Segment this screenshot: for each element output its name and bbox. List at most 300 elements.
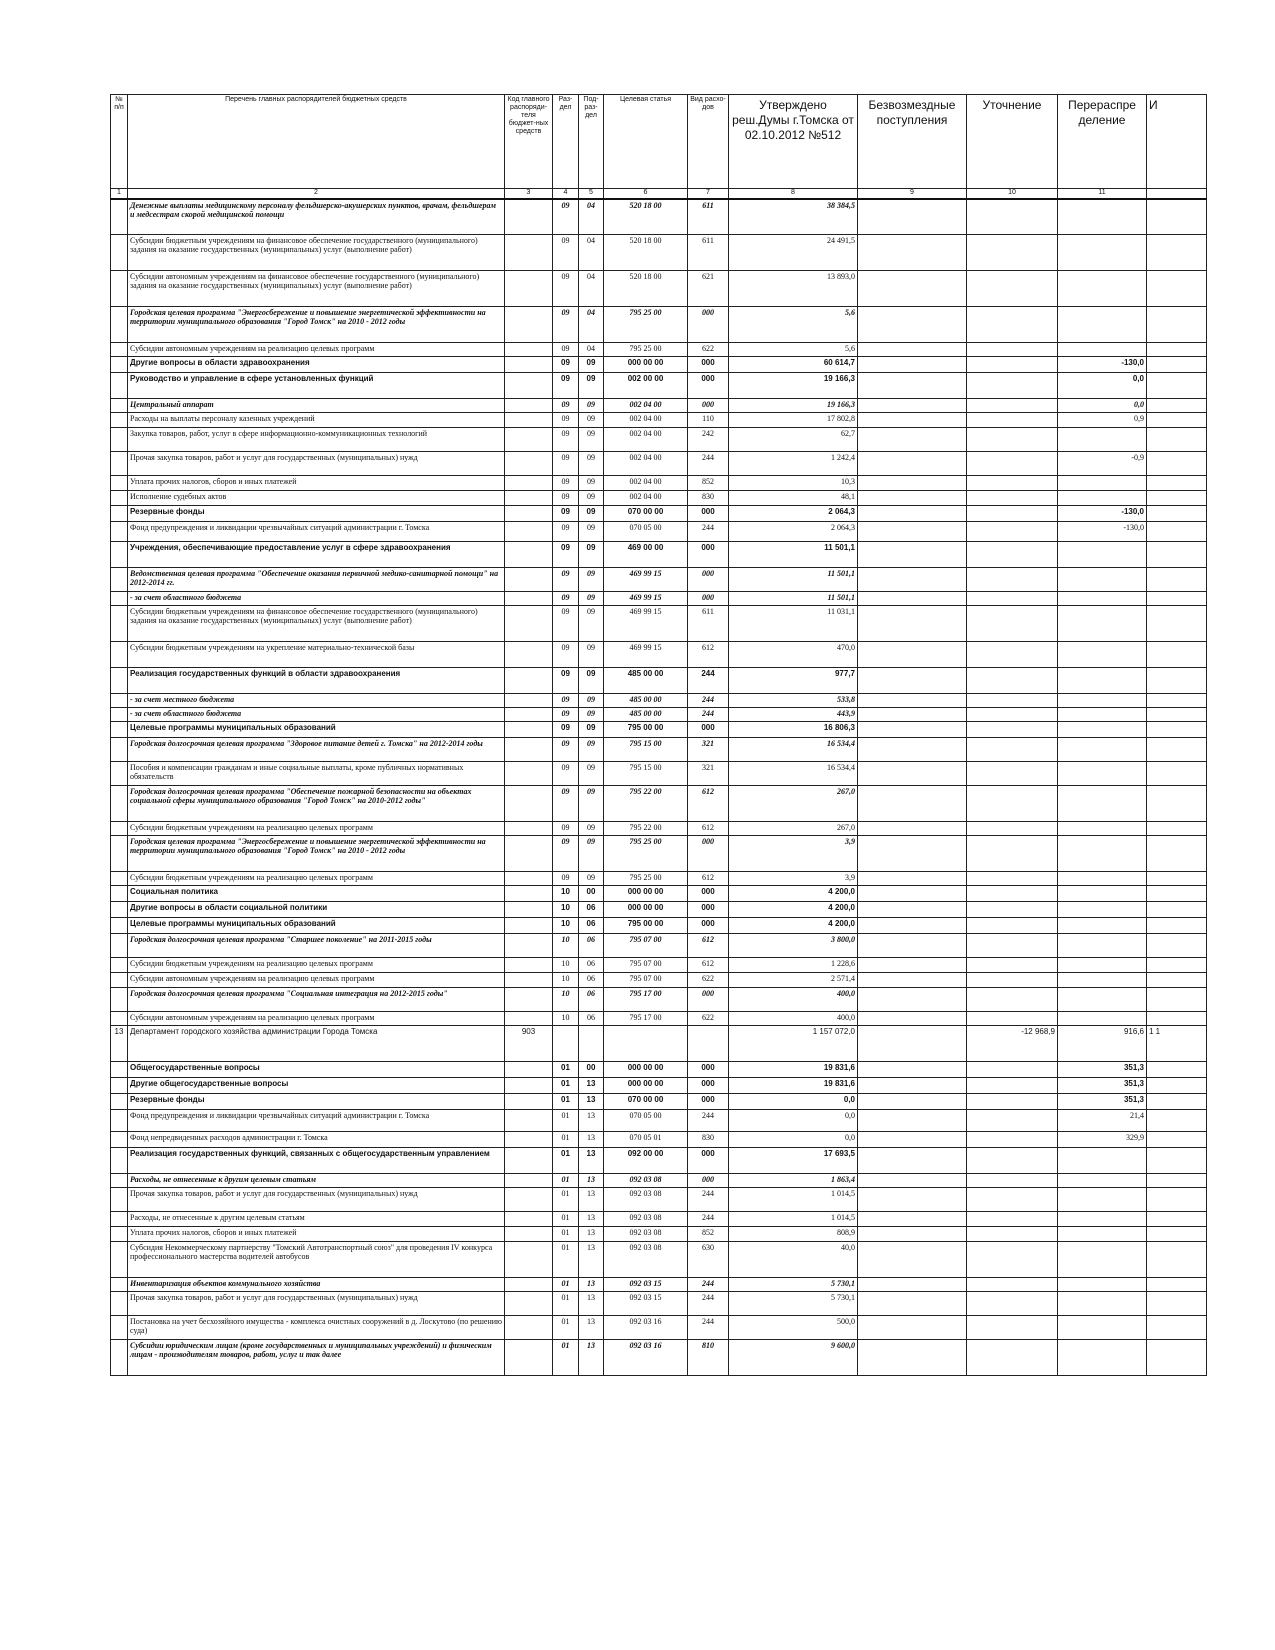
row-razdel: 01 xyxy=(553,1062,579,1078)
row-clarification xyxy=(967,428,1058,452)
row-target-article: 520 18 00 xyxy=(604,199,688,235)
row-name: Субсидии бюджетным учреждениям на финансовое обеспечение государственного (муниципального) задания на оказание государственных (муниципальных) услуг (выполнение работ) xyxy=(128,606,505,642)
row-total xyxy=(1147,836,1207,872)
row-razdel: 09 xyxy=(553,606,579,642)
row-approved: 2 064,3 xyxy=(729,506,858,522)
table-row xyxy=(111,1242,1207,1278)
row-free-receipts xyxy=(858,1026,967,1062)
row-approved: 400,0 xyxy=(729,988,858,1012)
row-razdel: 09 xyxy=(553,428,579,452)
row-razdel: 09 xyxy=(553,722,579,738)
row-number xyxy=(111,399,128,413)
row-total xyxy=(1147,343,1207,357)
table-row xyxy=(111,413,1207,428)
row-free-receipts xyxy=(858,199,967,235)
table-row xyxy=(111,542,1207,568)
row-name: Уплата прочих налогов, сборов и иных платежей xyxy=(128,1227,505,1242)
row-razdel: 09 xyxy=(553,642,579,668)
table-row xyxy=(111,1316,1207,1340)
row-code xyxy=(505,886,553,902)
row-name: Городская целевая программа "Энергосбережение и повышение энергетической эффективности на территории муниципального образования "Город Томск" на 2010 - 2012 годы xyxy=(128,836,505,872)
row-razdel: 10 xyxy=(553,918,579,934)
row-clarification xyxy=(967,822,1058,836)
row-expense-type: 611 xyxy=(688,199,729,235)
row-razdel: 01 xyxy=(553,1340,579,1376)
row-approved: 17 693,5 xyxy=(729,1148,858,1174)
row-number xyxy=(111,343,128,357)
row-approved: 19 831,6 xyxy=(729,1078,858,1094)
row-number xyxy=(111,568,128,592)
row-podrazdel: 13 xyxy=(579,1212,604,1227)
row-approved: 11 501,1 xyxy=(729,592,858,606)
table-row xyxy=(111,199,1207,235)
row-expense-type: 244 xyxy=(688,708,729,722)
row-razdel: 09 xyxy=(553,235,579,271)
row-code xyxy=(505,491,553,506)
row-code xyxy=(505,506,553,522)
row-target-article: 469 99 15 xyxy=(604,568,688,592)
row-approved: 19 166,3 xyxy=(729,373,858,399)
row-razdel: 01 xyxy=(553,1316,579,1340)
table-row xyxy=(111,452,1207,476)
row-podrazdel: 09 xyxy=(579,822,604,836)
row-podrazdel: 09 xyxy=(579,476,604,491)
row-code xyxy=(505,568,553,592)
row-podrazdel: 09 xyxy=(579,399,604,413)
row-expense-type: 244 xyxy=(688,1110,729,1132)
row-razdel: 10 xyxy=(553,934,579,958)
row-free-receipts xyxy=(858,1316,967,1340)
row-target-article: 092 03 15 xyxy=(604,1292,688,1316)
row-expense-type: 000 xyxy=(688,542,729,568)
row-redistribution: 0,0 xyxy=(1058,373,1147,399)
row-expense-type: 852 xyxy=(688,476,729,491)
row-total xyxy=(1147,592,1207,606)
header-name: Перечень главных распорядителей бюджетных средств xyxy=(128,95,505,189)
row-redistribution: -130,0 xyxy=(1058,357,1147,373)
row-razdel: 09 xyxy=(553,836,579,872)
row-number xyxy=(111,934,128,958)
row-redistribution xyxy=(1058,668,1147,694)
row-redistribution xyxy=(1058,738,1147,762)
row-expense-type: 244 xyxy=(688,1212,729,1227)
row-approved: 4 200,0 xyxy=(729,886,858,902)
row-name: Уплата прочих налогов, сборов и иных платежей xyxy=(128,476,505,491)
row-redistribution xyxy=(1058,708,1147,722)
row-target-article: 092 03 08 xyxy=(604,1242,688,1278)
row-razdel: 09 xyxy=(553,373,579,399)
row-name: Реализация государственных функций, связанных с общегосударственным управлением xyxy=(128,1148,505,1174)
row-number xyxy=(111,1132,128,1148)
row-total xyxy=(1147,886,1207,902)
row-clarification xyxy=(967,606,1058,642)
row-total xyxy=(1147,1078,1207,1094)
row-total xyxy=(1147,988,1207,1012)
row-target-article: 795 25 00 xyxy=(604,872,688,886)
table-row xyxy=(111,668,1207,694)
row-redistribution xyxy=(1058,1012,1147,1026)
row-redistribution: 351,3 xyxy=(1058,1062,1147,1078)
row-name: Пособия и компенсации гражданам и иные социальные выплаты, кроме публичных нормативных обязательств xyxy=(128,762,505,786)
row-code xyxy=(505,1242,553,1278)
row-expense-type: 244 xyxy=(688,1278,729,1292)
row-podrazdel: 13 xyxy=(579,1188,604,1212)
row-total xyxy=(1147,918,1207,934)
row-approved: 16 534,4 xyxy=(729,762,858,786)
row-total xyxy=(1147,428,1207,452)
row-redistribution xyxy=(1058,606,1147,642)
row-target-article: 795 22 00 xyxy=(604,822,688,836)
row-number xyxy=(111,762,128,786)
row-number xyxy=(111,413,128,428)
row-total xyxy=(1147,1227,1207,1242)
row-podrazdel: 13 xyxy=(579,1094,604,1110)
table-row xyxy=(111,1078,1207,1094)
row-free-receipts xyxy=(858,1227,967,1242)
row-podrazdel: 06 xyxy=(579,988,604,1012)
row-code xyxy=(505,1212,553,1227)
row-target-article: 002 04 00 xyxy=(604,413,688,428)
row-free-receipts xyxy=(858,1278,967,1292)
row-name: Фонд предупреждения и ликвидации чрезвычайных ситуаций администрации г. Томска xyxy=(128,1110,505,1132)
table-row xyxy=(111,1340,1207,1376)
row-target-article: 485 00 00 xyxy=(604,668,688,694)
col-number: 11 xyxy=(1058,189,1147,199)
row-number xyxy=(111,1062,128,1078)
row-razdel: 01 xyxy=(553,1278,579,1292)
row-total xyxy=(1147,786,1207,822)
row-total xyxy=(1147,958,1207,973)
row-free-receipts xyxy=(858,307,967,343)
row-name: Другие общегосударственные вопросы xyxy=(128,1078,505,1094)
table-row xyxy=(111,491,1207,506)
row-podrazdel: 09 xyxy=(579,568,604,592)
row-approved: 48,1 xyxy=(729,491,858,506)
row-target-article: 002 04 00 xyxy=(604,476,688,491)
header-row xyxy=(111,95,1207,189)
table-row xyxy=(111,988,1207,1012)
row-expense-type: 110 xyxy=(688,413,729,428)
row-expense-type: 000 xyxy=(688,1062,729,1078)
row-podrazdel: 09 xyxy=(579,642,604,668)
row-razdel: 09 xyxy=(553,694,579,708)
row-approved: 267,0 xyxy=(729,822,858,836)
row-redistribution: 351,3 xyxy=(1058,1094,1147,1110)
row-redistribution: -0,9 xyxy=(1058,452,1147,476)
row-expense-type: 242 xyxy=(688,428,729,452)
row-number xyxy=(111,786,128,822)
row-razdel: 10 xyxy=(553,1012,579,1026)
table-row xyxy=(111,738,1207,762)
row-approved: 500,0 xyxy=(729,1316,858,1340)
row-code xyxy=(505,373,553,399)
row-podrazdel: 13 xyxy=(579,1148,604,1174)
row-approved: 16 534,4 xyxy=(729,738,858,762)
row-code xyxy=(505,958,553,973)
row-total xyxy=(1147,506,1207,522)
row-name: Субсидии бюджетным учреждениям на реализацию целевых программ xyxy=(128,958,505,973)
row-name: Субсидия Некоммерческому партнерству "Томский Автотранспортный союз" для проведения IV конкурса профессионального мастерства водителей автобусов xyxy=(128,1242,505,1278)
row-approved: 470,0 xyxy=(729,642,858,668)
table-row xyxy=(111,1110,1207,1132)
row-podrazdel: 04 xyxy=(579,343,604,357)
row-clarification xyxy=(967,642,1058,668)
row-number xyxy=(111,592,128,606)
row-razdel: 01 xyxy=(553,1078,579,1094)
row-clarification: -12 968,9 xyxy=(967,1026,1058,1062)
table-row xyxy=(111,934,1207,958)
col-number: 7 xyxy=(688,189,729,199)
row-redistribution xyxy=(1058,491,1147,506)
row-razdel: 10 xyxy=(553,988,579,1012)
row-number xyxy=(111,491,128,506)
row-approved: 11 501,1 xyxy=(729,568,858,592)
row-code xyxy=(505,343,553,357)
row-code xyxy=(505,542,553,568)
row-code xyxy=(505,642,553,668)
row-razdel: 01 xyxy=(553,1212,579,1227)
row-podrazdel: 09 xyxy=(579,836,604,872)
row-free-receipts xyxy=(858,886,967,902)
row-number xyxy=(111,1227,128,1242)
row-name: Денежные выплаты медицинскому персоналу фельдшерско-акушерских пунктов, врачам, фельдшерам и медсестрам скорой медицинской помощи xyxy=(128,199,505,235)
row-free-receipts xyxy=(858,428,967,452)
row-free-receipts xyxy=(858,872,967,886)
row-total xyxy=(1147,973,1207,988)
row-target-article: 795 00 00 xyxy=(604,722,688,738)
row-free-receipts xyxy=(858,271,967,307)
row-podrazdel: 13 xyxy=(579,1110,604,1132)
row-expense-type: 611 xyxy=(688,606,729,642)
row-razdel: 01 xyxy=(553,1174,579,1188)
row-approved: 11 031,1 xyxy=(729,606,858,642)
row-approved: 60 614,7 xyxy=(729,357,858,373)
header-code: Код главного распоряди-теля бюджет-ных средств xyxy=(505,95,553,189)
row-approved: 24 491,5 xyxy=(729,235,858,271)
row-approved: 1 242,4 xyxy=(729,452,858,476)
row-approved: 5 730,1 xyxy=(729,1292,858,1316)
row-name: Субсидии бюджетным учреждениям на укрепление материально-технической базы xyxy=(128,642,505,668)
row-target-article: 092 03 16 xyxy=(604,1316,688,1340)
row-name: Субсидии бюджетным учреждениям на реализацию целевых программ xyxy=(128,872,505,886)
row-total xyxy=(1147,399,1207,413)
row-target-article: 070 05 00 xyxy=(604,1110,688,1132)
row-name: Инвентаризация объектов коммунального хозяйства xyxy=(128,1278,505,1292)
row-expense-type: 000 xyxy=(688,399,729,413)
row-target-article: 092 03 08 xyxy=(604,1212,688,1227)
row-podrazdel: 09 xyxy=(579,357,604,373)
row-clarification xyxy=(967,934,1058,958)
row-free-receipts xyxy=(858,357,967,373)
row-approved: 40,0 xyxy=(729,1242,858,1278)
row-podrazdel: 00 xyxy=(579,886,604,902)
row-total xyxy=(1147,872,1207,886)
row-approved: 1 863,4 xyxy=(729,1174,858,1188)
row-clarification xyxy=(967,271,1058,307)
row-approved: 400,0 xyxy=(729,1012,858,1026)
row-name: Фонд непредвиденных расходов администрации г. Томска xyxy=(128,1132,505,1148)
table-row xyxy=(111,1212,1207,1227)
row-approved: 16 806,3 xyxy=(729,722,858,738)
row-redistribution xyxy=(1058,1278,1147,1292)
row-name: Субсидии бюджетным учреждениям на финансовое обеспечение государственного (муниципального) задания на оказание государственных (муниципальных) услуг (выполнение работ) xyxy=(128,235,505,271)
row-redistribution xyxy=(1058,872,1147,886)
row-clarification xyxy=(967,1148,1058,1174)
row-expense-type: 321 xyxy=(688,738,729,762)
row-number xyxy=(111,722,128,738)
row-razdel: 01 xyxy=(553,1292,579,1316)
row-expense-type: 000 xyxy=(688,592,729,606)
row-podrazdel: 09 xyxy=(579,452,604,476)
row-expense-type: 000 xyxy=(688,902,729,918)
row-total xyxy=(1147,1132,1207,1148)
table-row xyxy=(111,958,1207,973)
row-podrazdel: 13 xyxy=(579,1132,604,1148)
row-approved: 3,9 xyxy=(729,836,858,872)
row-target-article: 092 03 15 xyxy=(604,1278,688,1292)
row-target-article: 092 00 00 xyxy=(604,1148,688,1174)
row-total xyxy=(1147,1062,1207,1078)
table-row xyxy=(111,1094,1207,1110)
row-approved: 38 384,5 xyxy=(729,199,858,235)
row-expense-type: 244 xyxy=(688,1316,729,1340)
row-expense-type: 810 xyxy=(688,1340,729,1376)
table-row xyxy=(111,476,1207,491)
row-target-article: 485 00 00 xyxy=(604,708,688,722)
row-expense-type: 244 xyxy=(688,452,729,476)
row-name: Городская долгосрочная целевая программа "Обеспечение пожарной безопасности на объектах социальной сферы муниципального образования "Город Томск" на 2010-2012 годы" xyxy=(128,786,505,822)
row-code xyxy=(505,399,553,413)
row-code xyxy=(505,1188,553,1212)
row-name: Расходы на выплаты персоналу казенных учреждений xyxy=(128,413,505,428)
row-redistribution xyxy=(1058,235,1147,271)
row-name: Постановка на учет бесхозяйного имущества - комплекса очистных сооружений в д. Лоскутово (по решению суда) xyxy=(128,1316,505,1340)
row-free-receipts xyxy=(858,1078,967,1094)
row-podrazdel: 09 xyxy=(579,694,604,708)
row-name: Центральный аппарат xyxy=(128,399,505,413)
row-expense-type: 612 xyxy=(688,934,729,958)
row-expense-type: 612 xyxy=(688,872,729,886)
row-free-receipts xyxy=(858,1212,967,1227)
row-expense-type: 244 xyxy=(688,522,729,542)
header-clarify: Уточнение xyxy=(967,95,1058,189)
row-total xyxy=(1147,199,1207,235)
row-expense-type: 612 xyxy=(688,786,729,822)
row-razdel: 01 xyxy=(553,1132,579,1148)
row-name: Субсидии автономным учреждениям на финансовое обеспечение государственного (муниципального) задания на оказание государственных (муниципальных) услуг (выполнение работ) xyxy=(128,271,505,307)
row-razdel xyxy=(553,1026,579,1062)
row-redistribution xyxy=(1058,476,1147,491)
row-podrazdel: 06 xyxy=(579,918,604,934)
row-podrazdel: 13 xyxy=(579,1278,604,1292)
row-target-article: 795 15 00 xyxy=(604,738,688,762)
row-expense-type: 000 xyxy=(688,373,729,399)
row-clarification xyxy=(967,1012,1058,1026)
row-clarification xyxy=(967,886,1058,902)
row-free-receipts xyxy=(858,1132,967,1148)
row-podrazdel: 09 xyxy=(579,708,604,722)
row-target-article: 795 22 00 xyxy=(604,786,688,822)
row-number xyxy=(111,522,128,542)
row-expense-type: 000 xyxy=(688,886,729,902)
row-razdel: 10 xyxy=(553,973,579,988)
row-redistribution xyxy=(1058,722,1147,738)
row-total xyxy=(1147,1316,1207,1340)
row-total xyxy=(1147,307,1207,343)
row-razdel: 01 xyxy=(553,1188,579,1212)
row-podrazdel: 13 xyxy=(579,1227,604,1242)
row-razdel: 09 xyxy=(553,506,579,522)
row-total xyxy=(1147,357,1207,373)
header-csr: Целевая статья xyxy=(604,95,688,189)
row-code xyxy=(505,307,553,343)
row-approved: 3 800,0 xyxy=(729,934,858,958)
row-razdel: 09 xyxy=(553,872,579,886)
row-expense-type: 000 xyxy=(688,1174,729,1188)
row-podrazdel: 09 xyxy=(579,872,604,886)
row-total xyxy=(1147,642,1207,668)
row-approved: 4 200,0 xyxy=(729,902,858,918)
row-clarification xyxy=(967,786,1058,822)
row-number xyxy=(111,918,128,934)
row-free-receipts xyxy=(858,694,967,708)
table-row xyxy=(111,1292,1207,1316)
row-number xyxy=(111,694,128,708)
row-free-receipts xyxy=(858,902,967,918)
row-clarification xyxy=(967,1062,1058,1078)
row-clarification xyxy=(967,413,1058,428)
row-number xyxy=(111,1212,128,1227)
row-number xyxy=(111,988,128,1012)
row-clarification xyxy=(967,235,1058,271)
row-podrazdel: 13 xyxy=(579,1174,604,1188)
row-number xyxy=(111,902,128,918)
row-expense-type: 630 xyxy=(688,1242,729,1278)
row-expense-type: 612 xyxy=(688,822,729,836)
row-expense-type: 622 xyxy=(688,343,729,357)
row-podrazdel: 09 xyxy=(579,522,604,542)
row-free-receipts xyxy=(858,452,967,476)
row-number xyxy=(111,836,128,872)
row-razdel: 09 xyxy=(553,568,579,592)
row-razdel: 09 xyxy=(553,343,579,357)
row-redistribution xyxy=(1058,271,1147,307)
row-free-receipts xyxy=(858,1094,967,1110)
row-redistribution xyxy=(1058,918,1147,934)
row-clarification xyxy=(967,1340,1058,1376)
row-name: Субсидии юридическим лицам (кроме государственных и муниципальных учреждений) и физическим лицам - производителям товаров, работ, услуг и так далее xyxy=(128,1340,505,1376)
row-razdel: 10 xyxy=(553,902,579,918)
row-free-receipts xyxy=(858,1062,967,1078)
col-number: 3 xyxy=(505,189,553,199)
row-razdel: 09 xyxy=(553,668,579,694)
table-row xyxy=(111,568,1207,592)
row-target-article: 795 25 00 xyxy=(604,836,688,872)
row-razdel: 09 xyxy=(553,822,579,836)
header-vr: Вид расхо-дов xyxy=(688,95,729,189)
row-target-article: 000 00 00 xyxy=(604,1078,688,1094)
row-code xyxy=(505,1340,553,1376)
row-total xyxy=(1147,668,1207,694)
row-clarification xyxy=(967,1242,1058,1278)
row-clarification xyxy=(967,452,1058,476)
row-approved: 2 571,4 xyxy=(729,973,858,988)
col-number: 1 xyxy=(111,189,128,199)
row-redistribution xyxy=(1058,762,1147,786)
row-code xyxy=(505,357,553,373)
header-free: Безвозмездные поступления xyxy=(858,95,967,189)
col-number: 4 xyxy=(553,189,579,199)
